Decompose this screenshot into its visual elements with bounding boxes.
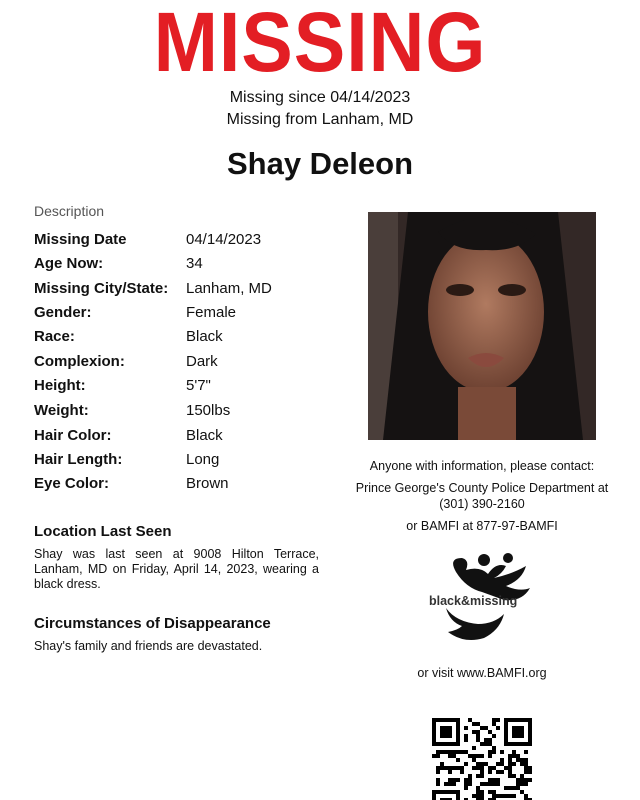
description-row	[34, 426, 334, 448]
description-row	[34, 254, 334, 276]
description-row	[34, 327, 334, 349]
bamfi-contact: or BAMFI at 877-97-BAMFI	[406, 519, 558, 533]
person-name: Shay Deleon	[226, 146, 414, 181]
field-label: Missing Date	[34, 231, 127, 248]
field-value: Long	[186, 451, 220, 468]
field-label: Gender:	[34, 304, 92, 321]
field-label: Hair Color:	[34, 427, 112, 444]
field-label: Eye Color:	[34, 475, 110, 492]
description-row	[34, 230, 334, 252]
circumstances-heading: Circumstances of Disappearance	[34, 615, 271, 632]
police-contact: Prince George's County Police Department at	[355, 481, 609, 495]
field-value: 150lbs	[186, 402, 231, 419]
description-row	[34, 303, 334, 325]
description-row	[34, 450, 334, 472]
description-row	[34, 279, 334, 301]
field-value: Brown	[186, 475, 229, 492]
location-text: Shay was last seen at 9008 Hilton Terrace, Lanham, MD on Friday, April 14, 2023, wearing a black dress.	[34, 547, 319, 591]
missing-since: Missing since 04/14/2023	[229, 89, 411, 106]
field-value: Female	[186, 304, 237, 321]
field-label: Hair Length:	[34, 451, 123, 468]
circumstances-text: Shay's family and friends are devastated.	[34, 639, 263, 653]
description-row	[34, 376, 334, 398]
description-row	[34, 401, 334, 423]
police-phone: (301) 390-2160	[439, 497, 525, 511]
field-value: Black	[186, 427, 223, 444]
field-value: 34	[186, 255, 203, 272]
field-label: Weight:	[34, 402, 89, 419]
field-label: Height:	[34, 377, 86, 394]
field-label: Complexion:	[34, 353, 125, 370]
contact-intro: Anyone with information, please contact:	[369, 459, 595, 473]
field-label: Race:	[34, 328, 75, 345]
location-heading: Location Last Seen	[34, 523, 172, 540]
field-value: Lanham, MD	[186, 280, 272, 297]
field-value: 04/14/2023	[186, 231, 262, 248]
black-and-missing-logo	[426, 552, 534, 644]
description-row	[34, 352, 334, 374]
missing-person-photo	[368, 212, 596, 440]
field-value: Black	[186, 328, 223, 345]
visit-website: or visit www.BAMFI.org	[417, 666, 547, 680]
logo-text: black&missing	[429, 594, 518, 608]
field-label: Age Now:	[34, 255, 104, 272]
field-value: 5'7"	[186, 377, 211, 394]
field-label: Missing City/State:	[34, 280, 169, 297]
qr-code	[432, 718, 534, 800]
missing-headline: MISSING	[153, 0, 487, 89]
field-value: Dark	[186, 353, 218, 370]
missing-from: Missing from Lanham, MD	[226, 111, 414, 128]
description-heading: Description	[34, 203, 105, 219]
description-row	[34, 474, 334, 496]
